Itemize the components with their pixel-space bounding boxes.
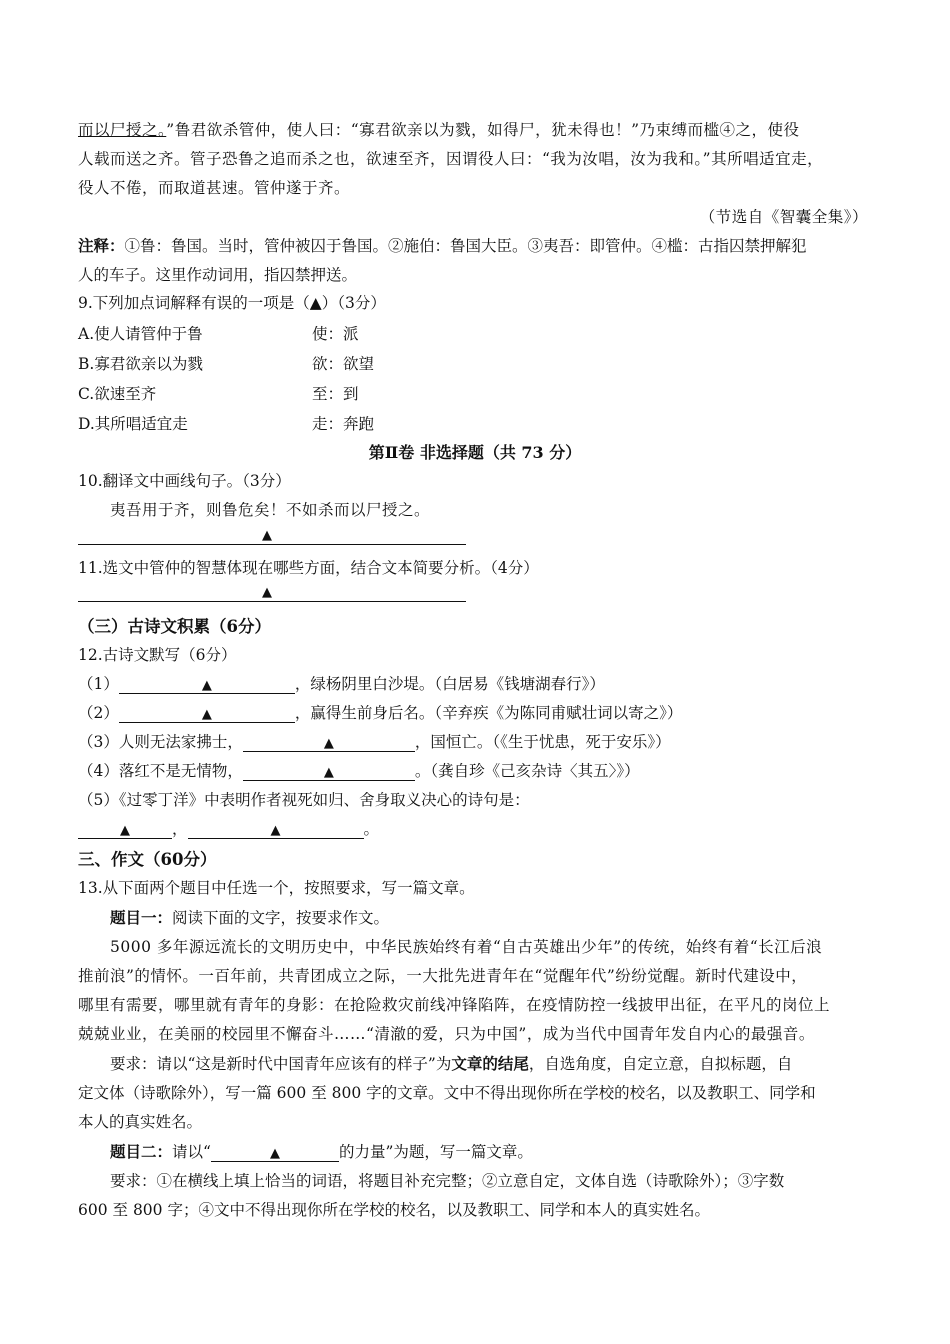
q12-stem: 12.古诗文默写（6分） [78, 646, 237, 664]
q10-answer-line[interactable] [78, 544, 466, 545]
q9-option-b: B.寡君欲亲以为戮 [78, 355, 203, 373]
q9-option-a: A.使人请管仲于鲁 [78, 325, 203, 343]
q12-item-1: （1） ▲ ，绿杨阴里白沙堤。（白居易《钱塘湖春行》） [78, 675, 605, 693]
passage-source: （节选自《智囊全集》） [699, 208, 868, 226]
q12-blank-1[interactable]: ▲ [119, 676, 295, 694]
passage-line-3: 役人不倦，而取道甚速。管仲遂于齐。 [78, 179, 351, 197]
part-3-title: （三）古诗文积累（6分） [78, 617, 271, 636]
topic-1-text-2: 推前浪”的情怀。一百年前，共青团成立之际，一大批先进青年在“觉醒年代”纷纷觉醒。新时代建设中， [78, 967, 808, 985]
q12-item-5: （5）《过零丁洋》中表明作者视死如归、舍身取义决心的诗句是： [78, 791, 530, 809]
topic-2-blank[interactable]: ▲ [211, 1144, 339, 1162]
topic-1-label: 题目一： [110, 908, 173, 927]
q12-blank-2[interactable]: ▲ [119, 705, 295, 723]
section-2-title: 第Ⅱ卷 非选择题（共 73 分） [368, 443, 582, 462]
q12-item-2: （2） ▲ ，赢得生前身后名。（辛弃疾《为陈同甫赋壮词以寄之》） [78, 704, 683, 722]
q9-option-d: D.其所唱适宜走 [78, 415, 188, 433]
topic-1-text-1: 5000 多年源远流长的文明历史中，中华民族始终有着“自古英雄出少年”的传统，始终有着“长江后浪 [110, 938, 823, 956]
q12-blank-5a[interactable]: ▲ [78, 821, 172, 839]
q9-option-d-meaning: 走：奔跑 [312, 415, 375, 433]
q12-item-5-answers: ▲ ， ▲ 。 [78, 817, 379, 839]
topic-1-intro: 题目一：阅读下面的文字，按要求作文。 [110, 908, 390, 927]
topic-2-label: 题目二： [110, 1142, 173, 1161]
q11-stem: 11.选文中管仲的智慧体现在哪些方面，结合文本简要分析。（4分） [78, 559, 539, 577]
notes-line-2: 人的车子。这里作动词用，指囚禁押送。 [78, 266, 358, 284]
topic-1-text-4: 兢兢业业，在美丽的校园里不懈奋斗……“清澈的爱，只为中国”，成为当代中国青年发自内心的最强音。 [78, 1025, 815, 1043]
q12-item-3: （3）人则无法家拂士， ▲ ，国恒亡。（《生于忧患，死于安乐》） [78, 733, 671, 751]
q9-option-c: C.欲速至齐 [78, 385, 157, 403]
topic-2-requirement-2: 600 至 800 字；④文中不得出现你所在学校的校名，以及教职工、同学和本人的真实姓名。 [78, 1201, 710, 1219]
q12-item-4: （4）落红不是无情物， ▲ 。（龚自珍《己亥杂诗〈其五〉》） [78, 762, 640, 780]
q12-blank-5b[interactable]: ▲ [188, 821, 364, 839]
notes-line-1: 注释：①鲁：鲁国。当时，管仲被囚于鲁国。②施伯：鲁国大臣。③夷吾：即管仲。④槛：古指囚禁押解犯 [78, 236, 807, 255]
q13-stem: 13.从下面两个题目中任选一个，按照要求，写一篇文章。 [78, 879, 475, 897]
q10-sentence: 夷吾用于齐，则鲁危矣！不如杀而以尸授之。 [110, 501, 431, 519]
topic-1-requirement-2: 定文体（诗歌除外），写一篇 600 至 800 字的文章。文中不得出现你所在学校的校名，以及教职工、同学和 [78, 1084, 816, 1102]
topic-1-requirement-3: 本人的真实姓名。 [78, 1113, 203, 1131]
q9-option-b-meaning: 欲：欲望 [312, 355, 375, 373]
q12-blank-4[interactable]: ▲ [243, 763, 415, 781]
passage-line-2: 人载而送之齐。管子恐鲁之追而杀之也，欲速至齐，因谓役人曰：“我为汝唱，汝为我和。”其所唱适宜走， [78, 150, 824, 168]
q12-blank-3[interactable]: ▲ [243, 734, 415, 752]
topic-2-title: 题目二：请以“ ▲ 的力量”为题，写一篇文章。 [110, 1142, 533, 1161]
topic-1-text-3: 哪里有需要，哪里就有青年的身影：在抢险救灾前线冲锋陷阵，在疫情防控一线披甲出征，在平凡的岗位上 [78, 996, 831, 1014]
q10-answer-marker: ▲ [262, 528, 272, 543]
q10-stem: 10.翻译文中画线句子。（3分） [78, 472, 291, 490]
underlined-sentence: 而以尸授之。 [78, 121, 167, 139]
q11-answer-line[interactable] [78, 601, 466, 602]
q9-stem: 9.下列加点词解释有误的一项是（▲）（3分） [78, 294, 386, 312]
q9-option-c-meaning: 至：到 [312, 385, 359, 403]
essay-section-title: 三、作文（60分） [78, 850, 217, 869]
notes-label: 注释： [78, 236, 125, 255]
q11-answer-marker: ▲ [262, 585, 272, 600]
q9-option-a-meaning: 使：派 [312, 325, 359, 343]
essay-ending-emphasis: 文章的结尾 [451, 1054, 529, 1073]
topic-2-requirement-1: 要求：①在横线上填上恰当的词语，将题目补充完整；②立意自定，文体自选（诗歌除外）；③字数 [110, 1172, 785, 1190]
passage-line-1: 而以尸授之。”鲁君欲杀管仲，使人曰：“寡君欲亲以为戮，如得尸，犹未得也！”乃束缚而槛④之，使役 [78, 121, 800, 139]
topic-1-requirement-1: 要求：请以“这是新时代中国青年应该有的样子”为文章的结尾，自选角度，自定立意，自拟标题，自 [110, 1054, 793, 1073]
